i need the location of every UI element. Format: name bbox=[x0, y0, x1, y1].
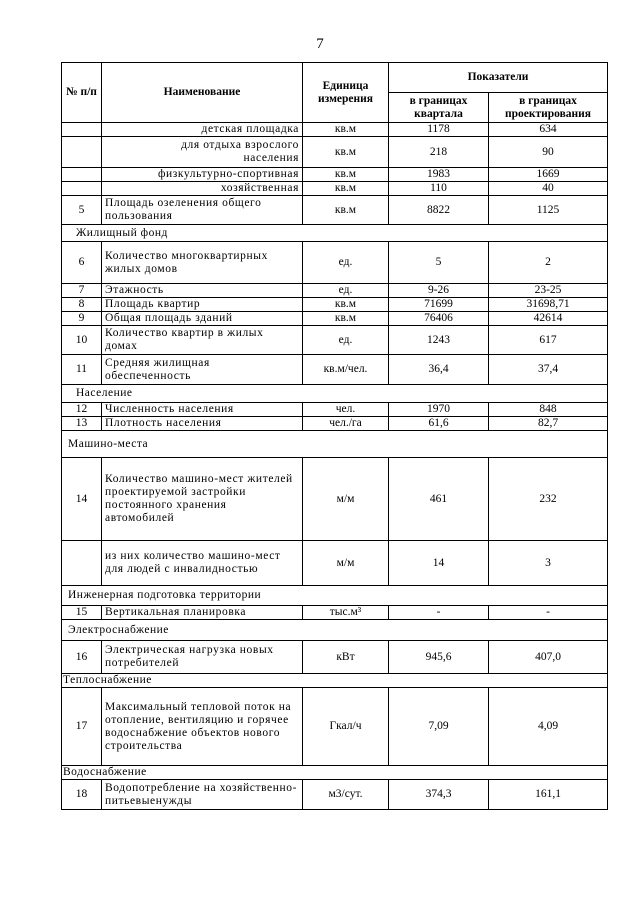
table-row bbox=[62, 196, 608, 225]
cell-name: Площадь озеленения общего пользования bbox=[102, 196, 303, 225]
header-unit: Единица измерения bbox=[303, 63, 389, 123]
cell-value-block: 36,4 bbox=[389, 355, 489, 385]
cell-num bbox=[62, 137, 102, 168]
cell-value-design: 3 bbox=[489, 541, 608, 586]
cell-value-block: 7,09 bbox=[389, 688, 489, 766]
indicators-table bbox=[61, 62, 608, 810]
cell-num: 10 bbox=[62, 326, 102, 355]
cell-num bbox=[62, 182, 102, 196]
table-row bbox=[62, 123, 608, 137]
cell-unit: ед. bbox=[303, 326, 389, 355]
cell-name: для отдыха взрослого населения bbox=[102, 137, 303, 168]
section-row bbox=[62, 586, 608, 606]
cell-num bbox=[62, 123, 102, 137]
cell-value-design: 23-25 bbox=[489, 284, 608, 298]
cell-name: Количество квартир в жилых домах bbox=[102, 326, 303, 355]
table-row bbox=[62, 688, 608, 766]
section-row bbox=[62, 225, 608, 242]
cell-num: 8 bbox=[62, 298, 102, 312]
cell-value-block: 1178 bbox=[389, 123, 489, 137]
cell-num: 16 bbox=[62, 641, 102, 674]
cell-unit: кв.м bbox=[303, 298, 389, 312]
cell-unit: ед. bbox=[303, 284, 389, 298]
cell-name: Площадь квартир bbox=[102, 298, 303, 312]
cell-unit: кв.м bbox=[303, 137, 389, 168]
section-title: Теплоснабжение bbox=[62, 674, 608, 688]
table-row bbox=[62, 641, 608, 674]
table-row bbox=[62, 312, 608, 326]
cell-num: 5 bbox=[62, 196, 102, 225]
cell-name: Численность населения bbox=[102, 403, 303, 417]
section-row bbox=[62, 766, 608, 780]
cell-name: Количество машино-мест жителей проектируемой застройки постоянного хранения автомобилей bbox=[102, 458, 303, 541]
cell-name: Плотность населения bbox=[102, 417, 303, 431]
cell-value-block: 76406 bbox=[389, 312, 489, 326]
cell-value-block: 5 bbox=[389, 242, 489, 284]
section-title: Инженерная подготовка территории bbox=[62, 586, 608, 606]
table-row bbox=[62, 298, 608, 312]
cell-value-design: 31698,71 bbox=[489, 298, 608, 312]
header-num: № п/п bbox=[62, 63, 102, 123]
cell-value-design: 634 bbox=[489, 123, 608, 137]
header-design: в границах проектирования bbox=[489, 93, 608, 123]
section-title: Жилищный фонд bbox=[62, 225, 608, 242]
section-title: Население bbox=[62, 385, 608, 403]
cell-name: физкультурно-спортивная bbox=[102, 168, 303, 182]
cell-unit: м/м bbox=[303, 458, 389, 541]
table-row bbox=[62, 168, 608, 182]
header-block: в границах квартала bbox=[389, 93, 489, 123]
cell-unit: тыс.м³ bbox=[303, 606, 389, 620]
cell-num: 11 bbox=[62, 355, 102, 385]
header-name: Наименование bbox=[102, 63, 303, 123]
cell-name: Электрическая нагрузка новых потребителей bbox=[102, 641, 303, 674]
table-row bbox=[62, 541, 608, 586]
section-row bbox=[62, 431, 608, 458]
cell-unit: кВт bbox=[303, 641, 389, 674]
cell-unit: м3/сут. bbox=[303, 780, 389, 810]
cell-name: Этажность bbox=[102, 284, 303, 298]
cell-value-design: 40 bbox=[489, 182, 608, 196]
cell-value-block: 9-26 bbox=[389, 284, 489, 298]
table-row bbox=[62, 284, 608, 298]
cell-value-block: 14 bbox=[389, 541, 489, 586]
cell-value-design: 4,09 bbox=[489, 688, 608, 766]
cell-unit: Гкал/ч bbox=[303, 688, 389, 766]
cell-value-block: 110 bbox=[389, 182, 489, 196]
cell-value-block: 461 bbox=[389, 458, 489, 541]
table-row bbox=[62, 182, 608, 196]
table-row bbox=[62, 403, 608, 417]
cell-num: 18 bbox=[62, 780, 102, 810]
section-title: Водоснабжение bbox=[62, 766, 608, 780]
cell-num: 15 bbox=[62, 606, 102, 620]
section-title: Электроснабжение bbox=[62, 620, 608, 641]
cell-value-design: 407,0 bbox=[489, 641, 608, 674]
cell-name: детская площадка bbox=[102, 123, 303, 137]
cell-num: 13 bbox=[62, 417, 102, 431]
cell-value-design: 42614 bbox=[489, 312, 608, 326]
cell-value-design: 232 bbox=[489, 458, 608, 541]
cell-unit: кв.м bbox=[303, 123, 389, 137]
table-row bbox=[62, 242, 608, 284]
cell-value-block: 1243 bbox=[389, 326, 489, 355]
cell-value-block: 1970 bbox=[389, 403, 489, 417]
section-title: Машино-места bbox=[62, 431, 608, 458]
cell-value-design: 1669 bbox=[489, 168, 608, 182]
cell-unit: чел./га bbox=[303, 417, 389, 431]
table-row bbox=[62, 417, 608, 431]
cell-value-block: - bbox=[389, 606, 489, 620]
cell-value-design: 90 bbox=[489, 137, 608, 168]
cell-value-design: 37,4 bbox=[489, 355, 608, 385]
cell-name: Водопотребление на хозяйственно-питьевыенужды bbox=[102, 780, 303, 810]
cell-value-design: 617 bbox=[489, 326, 608, 355]
cell-unit: м/м bbox=[303, 541, 389, 586]
table-row bbox=[62, 606, 608, 620]
table-row bbox=[62, 780, 608, 810]
cell-value-block: 374,3 bbox=[389, 780, 489, 810]
table-row bbox=[62, 326, 608, 355]
cell-num: 9 bbox=[62, 312, 102, 326]
cell-name: хозяйственная bbox=[102, 182, 303, 196]
cell-value-design: 2 bbox=[489, 242, 608, 284]
cell-num bbox=[62, 541, 102, 586]
section-row bbox=[62, 674, 608, 688]
cell-unit: кв.м bbox=[303, 312, 389, 326]
cell-unit: кв.м/чел. bbox=[303, 355, 389, 385]
section-row bbox=[62, 385, 608, 403]
header-indicators: Показатели bbox=[389, 63, 608, 93]
cell-num: 17 bbox=[62, 688, 102, 766]
cell-name: Общая площадь зданий bbox=[102, 312, 303, 326]
cell-value-block: 8822 bbox=[389, 196, 489, 225]
table-row bbox=[62, 137, 608, 168]
cell-name: Средняя жилищная обеспеченность bbox=[102, 355, 303, 385]
cell-value-block: 71699 bbox=[389, 298, 489, 312]
section-row bbox=[62, 620, 608, 641]
cell-unit: кв.м bbox=[303, 168, 389, 182]
cell-name: Максимальный тепловой поток на отопление, вентиляцию и горячее водоснабжение объектов нового строительства bbox=[102, 688, 303, 766]
cell-num: 14 bbox=[62, 458, 102, 541]
cell-value-design: 1125 bbox=[489, 196, 608, 225]
cell-unit: ед. bbox=[303, 242, 389, 284]
page-number: 7 bbox=[316, 36, 324, 52]
cell-value-block: 61,6 bbox=[389, 417, 489, 431]
cell-value-block: 945,6 bbox=[389, 641, 489, 674]
cell-name: Вертикальная планировка bbox=[102, 606, 303, 620]
cell-name: Количество многоквартирных жилых домов bbox=[102, 242, 303, 284]
table-row bbox=[62, 355, 608, 385]
cell-value-design: 161,1 bbox=[489, 780, 608, 810]
cell-name: из них количество машино-мест для людей с инвалидностью bbox=[102, 541, 303, 586]
cell-unit: кв.м bbox=[303, 196, 389, 225]
cell-value-design: 82,7 bbox=[489, 417, 608, 431]
cell-unit: чел. bbox=[303, 403, 389, 417]
cell-value-design: 848 bbox=[489, 403, 608, 417]
cell-num: 12 bbox=[62, 403, 102, 417]
cell-unit: кв.м bbox=[303, 182, 389, 196]
cell-num: 7 bbox=[62, 284, 102, 298]
cell-num bbox=[62, 168, 102, 182]
cell-value-block: 218 bbox=[389, 137, 489, 168]
cell-value-design: - bbox=[489, 606, 608, 620]
cell-value-block: 1983 bbox=[389, 168, 489, 182]
table-row bbox=[62, 458, 608, 541]
cell-num: 6 bbox=[62, 242, 102, 284]
